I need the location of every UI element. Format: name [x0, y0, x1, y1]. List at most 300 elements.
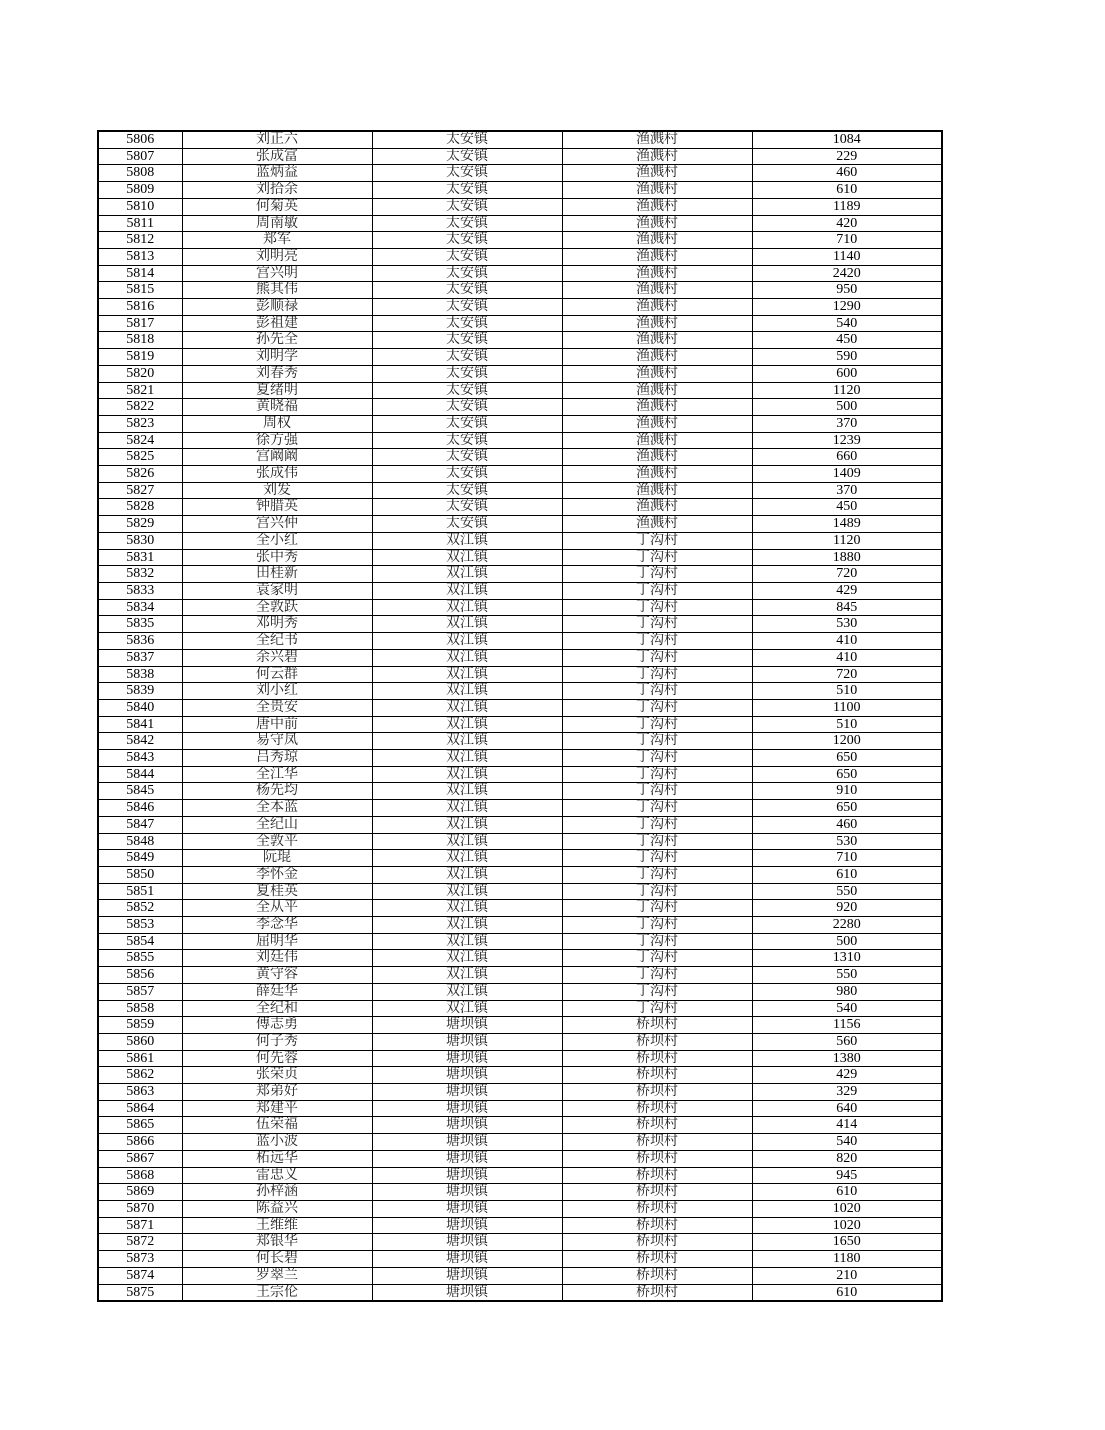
cell-village: 桥坝村: [562, 1267, 752, 1284]
cell-name: 张荣贞: [182, 1067, 372, 1084]
cell-id: 5831: [98, 549, 182, 566]
cell-village: 桥坝村: [562, 1150, 752, 1167]
cell-name: 伍荣福: [182, 1117, 372, 1134]
table-row: [98, 582, 942, 599]
cell-name: 全贵安: [182, 699, 372, 716]
cell-name: 何云群: [182, 666, 372, 683]
cell-village: 丁沟村: [562, 649, 752, 666]
cell-village: 渔溅村: [562, 466, 752, 483]
table-row: [98, 766, 942, 783]
table-row: [98, 616, 942, 633]
cell-name: 夏桂英: [182, 883, 372, 900]
cell-name: 余兴碧: [182, 649, 372, 666]
cell-amount: 1120: [752, 382, 942, 399]
cell-town: 太安镇: [372, 148, 562, 165]
cell-village: 丁沟村: [562, 766, 752, 783]
table-row: [98, 131, 942, 148]
cell-name: 熊其伟: [182, 282, 372, 299]
cell-name: 刘发: [182, 482, 372, 499]
cell-id: 5847: [98, 816, 182, 833]
cell-amount: 1084: [752, 131, 942, 148]
cell-name: 李怀金: [182, 866, 372, 883]
table-row: [98, 248, 942, 265]
table-row: [98, 1267, 942, 1284]
cell-amount: 429: [752, 1067, 942, 1084]
cell-name: 柘远华: [182, 1150, 372, 1167]
cell-town: 太安镇: [372, 449, 562, 466]
cell-id: 5851: [98, 883, 182, 900]
cell-amount: 920: [752, 900, 942, 917]
cell-village: 桥坝村: [562, 1217, 752, 1234]
cell-town: 太安镇: [372, 499, 562, 516]
cell-name: 黄晓福: [182, 399, 372, 416]
cell-name: 全敦跃: [182, 599, 372, 616]
table-row: [98, 833, 942, 850]
cell-id: 5811: [98, 215, 182, 232]
cell-amount: 1180: [752, 1251, 942, 1268]
table-row: [98, 883, 942, 900]
cell-id: 5832: [98, 566, 182, 583]
cell-town: 双江镇: [372, 800, 562, 817]
cell-village: 渔溅村: [562, 198, 752, 215]
table-row: [98, 649, 942, 666]
table-row: [98, 1033, 942, 1050]
cell-village: 渔溅村: [562, 482, 752, 499]
cell-amount: 1290: [752, 299, 942, 316]
cell-amount: 610: [752, 182, 942, 199]
cell-id: 5841: [98, 716, 182, 733]
cell-village: 丁沟村: [562, 1000, 752, 1017]
table-row: [98, 332, 942, 349]
cell-amount: 2280: [752, 917, 942, 934]
cell-town: 太安镇: [372, 415, 562, 432]
cell-amount: 550: [752, 883, 942, 900]
cell-amount: 410: [752, 633, 942, 650]
cell-id: 5869: [98, 1184, 182, 1201]
cell-id: 5823: [98, 415, 182, 432]
cell-name: 夏绪明: [182, 382, 372, 399]
cell-name: 彭顺禄: [182, 299, 372, 316]
cell-amount: 329: [752, 1084, 942, 1101]
cell-id: 5848: [98, 833, 182, 850]
table-row: [98, 683, 942, 700]
table-row: [98, 1201, 942, 1218]
cell-id: 5821: [98, 382, 182, 399]
cell-amount: 1239: [752, 432, 942, 449]
cell-town: 双江镇: [372, 950, 562, 967]
table-row: [98, 1050, 942, 1067]
cell-name: 吕秀琼: [182, 750, 372, 767]
cell-village: 桥坝村: [562, 1084, 752, 1101]
cell-name: 王维维: [182, 1217, 372, 1234]
cell-name: 张成伟: [182, 466, 372, 483]
cell-id: 5829: [98, 516, 182, 533]
cell-id: 5870: [98, 1201, 182, 1218]
cell-town: 塘坝镇: [372, 1067, 562, 1084]
cell-id: 5852: [98, 900, 182, 917]
cell-town: 塘坝镇: [372, 1184, 562, 1201]
cell-town: 太安镇: [372, 232, 562, 249]
cell-town: 双江镇: [372, 766, 562, 783]
cell-village: 桥坝村: [562, 1167, 752, 1184]
cell-town: 双江镇: [372, 783, 562, 800]
cell-village: 丁沟村: [562, 800, 752, 817]
cell-village: 丁沟村: [562, 900, 752, 917]
cell-name: 蓝炳益: [182, 165, 372, 182]
cell-village: 渔溅村: [562, 365, 752, 382]
cell-village: 丁沟村: [562, 983, 752, 1000]
table-row: [98, 733, 942, 750]
cell-id: 5865: [98, 1117, 182, 1134]
cell-town: 太安镇: [372, 165, 562, 182]
cell-name: 陈益兴: [182, 1201, 372, 1218]
cell-name: 全纪山: [182, 816, 372, 833]
cell-town: 双江镇: [372, 850, 562, 867]
cell-name: 杨先均: [182, 783, 372, 800]
cell-id: 5808: [98, 165, 182, 182]
cell-id: 5867: [98, 1150, 182, 1167]
cell-town: 太安镇: [372, 382, 562, 399]
cell-id: 5820: [98, 365, 182, 382]
cell-amount: 530: [752, 833, 942, 850]
cell-id: 5836: [98, 633, 182, 650]
cell-town: 双江镇: [372, 816, 562, 833]
table-row: [98, 1117, 942, 1134]
cell-town: 太安镇: [372, 182, 562, 199]
cell-amount: 710: [752, 850, 942, 867]
cell-village: 渔溅村: [562, 215, 752, 232]
cell-village: 丁沟村: [562, 683, 752, 700]
cell-village: 丁沟村: [562, 816, 752, 833]
table-row: [98, 399, 942, 416]
cell-village: 渔溅村: [562, 382, 752, 399]
cell-id: 5824: [98, 432, 182, 449]
cell-amount: 540: [752, 1134, 942, 1151]
cell-id: 5871: [98, 1217, 182, 1234]
cell-amount: 500: [752, 933, 942, 950]
cell-name: 全本蓝: [182, 800, 372, 817]
cell-town: 双江镇: [372, 750, 562, 767]
cell-village: 丁沟村: [562, 850, 752, 867]
table-row: [98, 1284, 942, 1301]
cell-town: 塘坝镇: [372, 1201, 562, 1218]
cell-town: 双江镇: [372, 599, 562, 616]
cell-town: 塘坝镇: [372, 1284, 562, 1301]
table-row: [98, 148, 942, 165]
cell-village: 渔溅村: [562, 415, 752, 432]
table-row: [98, 299, 942, 316]
cell-name: 周权: [182, 415, 372, 432]
cell-name: 全纪书: [182, 633, 372, 650]
cell-village: 渔溅村: [562, 148, 752, 165]
cell-town: 太安镇: [372, 315, 562, 332]
cell-id: 5812: [98, 232, 182, 249]
cell-id: 5816: [98, 299, 182, 316]
cell-village: 桥坝村: [562, 1134, 752, 1151]
cell-amount: 650: [752, 800, 942, 817]
cell-town: 双江镇: [372, 733, 562, 750]
cell-id: 5837: [98, 649, 182, 666]
cell-town: 太安镇: [372, 482, 562, 499]
cell-id: 5853: [98, 917, 182, 934]
cell-id: 5806: [98, 131, 182, 148]
cell-village: 渔溅村: [562, 282, 752, 299]
cell-town: 塘坝镇: [372, 1217, 562, 1234]
table-row: [98, 549, 942, 566]
cell-id: 5849: [98, 850, 182, 867]
table-row: [98, 1150, 942, 1167]
cell-name: 刘正六: [182, 131, 372, 148]
cell-name: 何先蓉: [182, 1050, 372, 1067]
cell-village: 桥坝村: [562, 1184, 752, 1201]
cell-amount: 980: [752, 983, 942, 1000]
cell-amount: 650: [752, 750, 942, 767]
cell-amount: 1489: [752, 516, 942, 533]
cell-town: 双江镇: [372, 582, 562, 599]
table-row: [98, 933, 942, 950]
cell-name: 易守凤: [182, 733, 372, 750]
table-body: [98, 131, 942, 1301]
cell-name: 何子秀: [182, 1033, 372, 1050]
cell-town: 塘坝镇: [372, 1150, 562, 1167]
cell-name: 宫兴仲: [182, 516, 372, 533]
cell-name: 郑建平: [182, 1100, 372, 1117]
cell-name: 何菊英: [182, 198, 372, 215]
table-row: [98, 1134, 942, 1151]
cell-amount: 945: [752, 1167, 942, 1184]
cell-village: 桥坝村: [562, 1117, 752, 1134]
cell-id: 5855: [98, 950, 182, 967]
cell-amount: 420: [752, 215, 942, 232]
cell-town: 太安镇: [372, 365, 562, 382]
cell-town: 双江镇: [372, 883, 562, 900]
table-row: [98, 265, 942, 282]
cell-village: 渔溅村: [562, 399, 752, 416]
table-row: [98, 516, 942, 533]
cell-amount: 600: [752, 365, 942, 382]
cell-amount: 414: [752, 1117, 942, 1134]
cell-name: 郑银华: [182, 1234, 372, 1251]
table-row: [98, 349, 942, 366]
cell-town: 双江镇: [372, 716, 562, 733]
table-row: [98, 182, 942, 199]
cell-id: 5833: [98, 582, 182, 599]
cell-name: 刘明学: [182, 349, 372, 366]
cell-name: 孙先全: [182, 332, 372, 349]
cell-town: 太安镇: [372, 466, 562, 483]
cell-town: 塘坝镇: [372, 1017, 562, 1034]
cell-id: 5830: [98, 532, 182, 549]
cell-name: 全敦平: [182, 833, 372, 850]
cell-name: 阮琨: [182, 850, 372, 867]
table-row: [98, 599, 942, 616]
cell-amount: 210: [752, 1267, 942, 1284]
cell-town: 塘坝镇: [372, 1167, 562, 1184]
table-row: [98, 983, 942, 1000]
cell-town: 塘坝镇: [372, 1134, 562, 1151]
cell-amount: 410: [752, 649, 942, 666]
cell-amount: 510: [752, 716, 942, 733]
cell-amount: 500: [752, 399, 942, 416]
cell-name: 刘明亮: [182, 248, 372, 265]
cell-name: 张成富: [182, 148, 372, 165]
table-row: [98, 215, 942, 232]
cell-town: 双江镇: [372, 549, 562, 566]
cell-amount: 429: [752, 582, 942, 599]
cell-amount: 1140: [752, 248, 942, 265]
cell-town: 太安镇: [372, 248, 562, 265]
table-row: [98, 1000, 942, 1017]
cell-town: 塘坝镇: [372, 1117, 562, 1134]
cell-id: 5864: [98, 1100, 182, 1117]
cell-village: 渔溅村: [562, 349, 752, 366]
cell-name: 刘春秀: [182, 365, 372, 382]
cell-id: 5838: [98, 666, 182, 683]
cell-amount: 229: [752, 148, 942, 165]
cell-amount: 370: [752, 415, 942, 432]
table-row: [98, 482, 942, 499]
table-row: [98, 917, 942, 934]
table-row: [98, 365, 942, 382]
cell-name: 罗翠兰: [182, 1267, 372, 1284]
cell-amount: 910: [752, 783, 942, 800]
cell-name: 张中秀: [182, 549, 372, 566]
cell-village: 渔溅村: [562, 516, 752, 533]
table-row: [98, 165, 942, 182]
cell-id: 5814: [98, 265, 182, 282]
cell-id: 5861: [98, 1050, 182, 1067]
cell-town: 太安镇: [372, 282, 562, 299]
cell-name: 黄守容: [182, 967, 372, 984]
cell-name: 薛廷华: [182, 983, 372, 1000]
cell-town: 太安镇: [372, 332, 562, 349]
cell-amount: 720: [752, 666, 942, 683]
table-row: [98, 532, 942, 549]
cell-name: 全江华: [182, 766, 372, 783]
cell-id: 5875: [98, 1284, 182, 1301]
cell-amount: 720: [752, 566, 942, 583]
cell-name: 邓明秀: [182, 616, 372, 633]
cell-name: 雷忠义: [182, 1167, 372, 1184]
cell-amount: 950: [752, 282, 942, 299]
cell-id: 5818: [98, 332, 182, 349]
cell-id: 5828: [98, 499, 182, 516]
table-row: [98, 816, 942, 833]
cell-name: 郑军: [182, 232, 372, 249]
cell-village: 渔溅村: [562, 499, 752, 516]
cell-amount: 1120: [752, 532, 942, 549]
cell-amount: 590: [752, 349, 942, 366]
cell-amount: 450: [752, 332, 942, 349]
cell-village: 桥坝村: [562, 1067, 752, 1084]
cell-amount: 530: [752, 616, 942, 633]
cell-id: 5840: [98, 699, 182, 716]
cell-amount: 820: [752, 1150, 942, 1167]
cell-village: 渔溅村: [562, 265, 752, 282]
cell-village: 桥坝村: [562, 1284, 752, 1301]
table-row: [98, 466, 942, 483]
cell-name: 袁家明: [182, 582, 372, 599]
cell-village: 丁沟村: [562, 699, 752, 716]
cell-town: 双江镇: [372, 616, 562, 633]
cell-village: 丁沟村: [562, 866, 752, 883]
cell-town: 太安镇: [372, 299, 562, 316]
cell-village: 丁沟村: [562, 883, 752, 900]
table-row: [98, 1100, 942, 1117]
table-row: [98, 415, 942, 432]
cell-village: 桥坝村: [562, 1033, 752, 1050]
cell-id: 5844: [98, 766, 182, 783]
cell-village: 桥坝村: [562, 1100, 752, 1117]
cell-name: 蓝小波: [182, 1134, 372, 1151]
table-row: [98, 432, 942, 449]
cell-village: 渔溅村: [562, 182, 752, 199]
table-row: [98, 1251, 942, 1268]
cell-town: 双江镇: [372, 683, 562, 700]
table-row: [98, 315, 942, 332]
cell-id: 5860: [98, 1033, 182, 1050]
cell-name: 全小红: [182, 532, 372, 549]
cell-name: 彭祖建: [182, 315, 372, 332]
cell-amount: 460: [752, 165, 942, 182]
cell-id: 5868: [98, 1167, 182, 1184]
table-row: [98, 282, 942, 299]
cell-town: 太安镇: [372, 131, 562, 148]
cell-village: 丁沟村: [562, 733, 752, 750]
cell-amount: 1380: [752, 1050, 942, 1067]
cell-town: 太安镇: [372, 215, 562, 232]
cell-village: 渔溅村: [562, 449, 752, 466]
cell-amount: 1650: [752, 1234, 942, 1251]
table-row: [98, 633, 942, 650]
cell-town: 双江镇: [372, 917, 562, 934]
cell-name: 王宗伦: [182, 1284, 372, 1301]
cell-town: 双江镇: [372, 1000, 562, 1017]
cell-town: 太安镇: [372, 432, 562, 449]
cell-name: 周南敏: [182, 215, 372, 232]
cell-village: 渔溅村: [562, 432, 752, 449]
cell-village: 丁沟村: [562, 933, 752, 950]
cell-id: 5866: [98, 1134, 182, 1151]
cell-town: 双江镇: [372, 666, 562, 683]
cell-id: 5874: [98, 1267, 182, 1284]
table-row: [98, 382, 942, 399]
cell-id: 5810: [98, 198, 182, 215]
cell-town: 塘坝镇: [372, 1100, 562, 1117]
cell-amount: 1189: [752, 198, 942, 215]
data-table: [97, 130, 943, 1302]
cell-id: 5863: [98, 1084, 182, 1101]
cell-amount: 370: [752, 482, 942, 499]
cell-village: 丁沟村: [562, 967, 752, 984]
cell-amount: 1310: [752, 950, 942, 967]
cell-town: 塘坝镇: [372, 1050, 562, 1067]
cell-amount: 845: [752, 599, 942, 616]
cell-amount: 660: [752, 449, 942, 466]
cell-amount: 1020: [752, 1217, 942, 1234]
cell-amount: 1156: [752, 1017, 942, 1034]
cell-id: 5856: [98, 967, 182, 984]
cell-village: 丁沟村: [562, 917, 752, 934]
cell-village: 丁沟村: [562, 616, 752, 633]
cell-town: 双江镇: [372, 866, 562, 883]
cell-town: 双江镇: [372, 900, 562, 917]
cell-town: 塘坝镇: [372, 1251, 562, 1268]
cell-id: 5846: [98, 800, 182, 817]
cell-village: 丁沟村: [562, 599, 752, 616]
cell-town: 双江镇: [372, 967, 562, 984]
cell-name: 孙梓涵: [182, 1184, 372, 1201]
